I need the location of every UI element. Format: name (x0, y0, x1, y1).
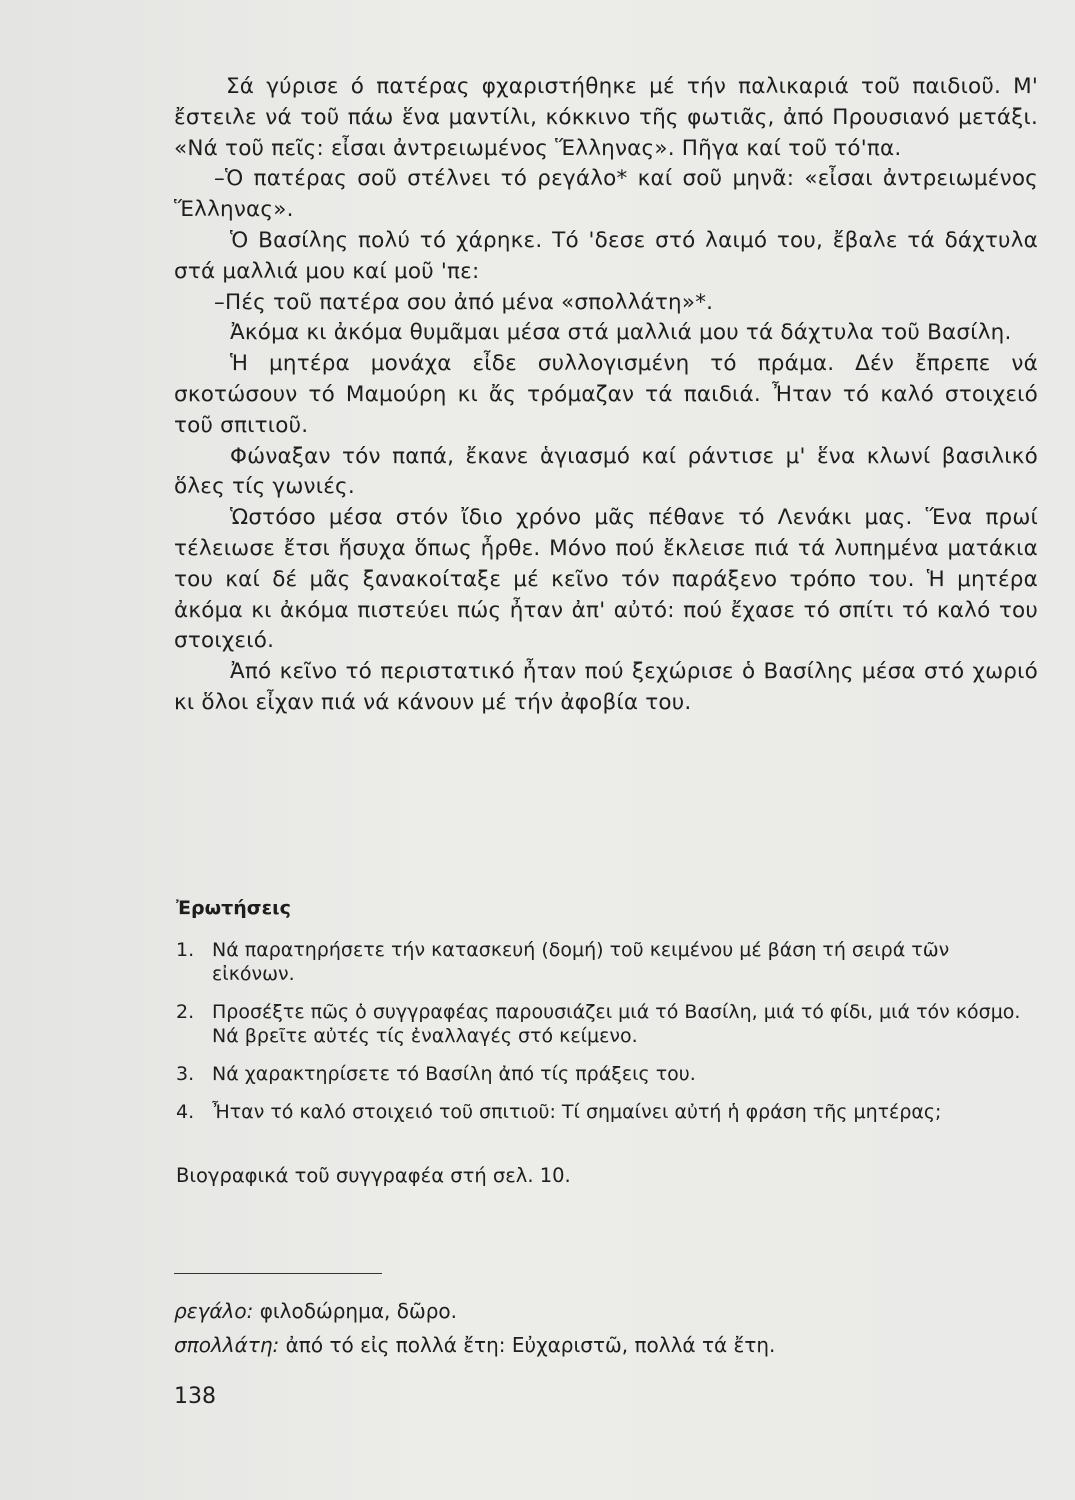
paragraph: Ἀπό κεῖνο τό περιστατικό ἦταν πού ξεχώρισε ὁ Βασίλης μέσα στό χωριό κι ὅλοι εἶχαν πιά νά κάνουν μέ τήν ἀφοβία του. (174, 659, 1038, 715)
paragraph: –Ὁ πατέρας σοῦ στέλνει τό ρεγάλο* καί σοῦ μηνᾶ: «εἶσαι ἀντρειωμένος Ἕλληνας». (174, 166, 1038, 223)
footnote (174, 1328, 1034, 1362)
paragraph: Ἡ μητέρα μονάχα εἶδε συλλογισμένη τό πράμα. Δέν ἔπρεπε νά σκοτώσουν τό Μαμούρη κι ἄς τρόμαζαν τά παιδιά. Ἦταν τό καλό στοιχειό τοῦ σπιτιοῦ. (174, 351, 1038, 438)
paragraph: Φώναξαν τόν παπά, ἔκανε ἁγιασμό καί ράντισε μ' ἕνα κλωνί βασιλικό ὅλες τίς γωνιές. (174, 443, 1038, 500)
footnote-divider (174, 1273, 382, 1274)
question-item (176, 1000, 1036, 1048)
footnotes (174, 1294, 1034, 1362)
page-number: 138 (174, 1384, 216, 1409)
question-text: Νά χαρακτηρίσετε τό Βασίλη ἀπό τίς πράξεις του. (212, 1063, 696, 1085)
questions-heading: Ἐρωτήσεις (176, 897, 291, 919)
paragraph: Σά γύρισε ό πατέρας φχαριστήθηκε μέ τήν παλικαριά τοῦ παιδιοῦ. Μ' ἔστειλε νά τοῦ πάω ἕνα μαντίλι, κόκκινο τῆς φωτιᾶς, ἀπό Προυσιανό μετάξι. «Νά τοῦ πεῖς: εἶσαι ἀντρειωμένος Ἕλληνας». Πῆγα καί τοῦ τό'πα. (174, 74, 1038, 161)
question-text: Προσέξτε πῶς ὁ συγγραφέας παρουσιάζει μιά τό Βασίλη, μιά τό φίδι, μιά τόν κόσμο. Νά βρεῖτε αὐτές τίς ἐναλλαγές στό κείμενο. (212, 1001, 1021, 1047)
question-number: 2. (176, 1001, 195, 1023)
question-number: 4. (176, 1101, 195, 1123)
question-number: 1. (176, 939, 195, 961)
paragraph: Ἀκόμα κι ἀκόμα θυμᾶμαι μέσα στά μαλλιά μου τά δάχτυλα τοῦ Βασίλη. (230, 320, 1012, 346)
question-number: 3. (176, 1063, 195, 1085)
questions-list (176, 938, 1036, 1138)
bio-note: Βιογραφικά τοῦ συγγραφέα στή σελ. 10. (176, 1164, 571, 1187)
paragraph: Ὁ Βασίλης πολύ τό χάρηκε. Τό 'δεσε στό λαιμό του, ἔβαλε τά δάχτυλα στά μαλλιά μου καί μοῦ 'πε: (174, 227, 1038, 284)
footnote-definition: φιλοδώρημα, δῶρο. (259, 1299, 457, 1323)
story-text (174, 72, 1038, 719)
footnote (174, 1294, 1034, 1328)
footnote-term: ρεγάλο: (174, 1299, 254, 1323)
question-item (176, 938, 1036, 986)
question-text: Ἦταν τό καλό στοιχειό τοῦ σπιτιοῦ: Τί σημαίνει αὐτή ἡ φράση τῆς μητέρας; (212, 1101, 942, 1123)
paragraph: –Πές τοῦ πατέρα σου ἀπό μένα «σπολλάτη»*. (214, 289, 714, 315)
paragraph: Ὡστόσο μέσα στόν ἴδιο χρόνο μᾶς πέθανε τό Λενάκι μας. Ἕνα πρωί τέλειωσε ἔτσι ἥσυχα ὅπως ἦρθε. Μόνο πού ἔκλεισε πιά τά λυπημένα ματάκια του καί δέ μᾶς ξανακοίταξε μέ κεῖνο τόν παράξενο τρόπο του. Ἡ μητέρα ἀκόμα κι ἀκόμα πιστεύει πώς ἦταν ἀπ' αὐτό: πού ἔχασε τό σπίτι τό καλό του στοιχειό. (174, 505, 1038, 654)
footnote-term: σπολλάτη: (174, 1333, 280, 1357)
question-item (176, 1062, 1036, 1086)
question-item (176, 1100, 1036, 1124)
question-text: Νά παρατηρήσετε τήν κατασκευή (δομή) τοῦ κειμένου μέ βάση τή σειρά τῶν εἰκόνων. (212, 939, 950, 985)
footnote-definition: ἀπό τό εἰς πολλά ἔτη: Εὐχαριστῶ, πολλά τά ἔτη. (285, 1333, 776, 1357)
